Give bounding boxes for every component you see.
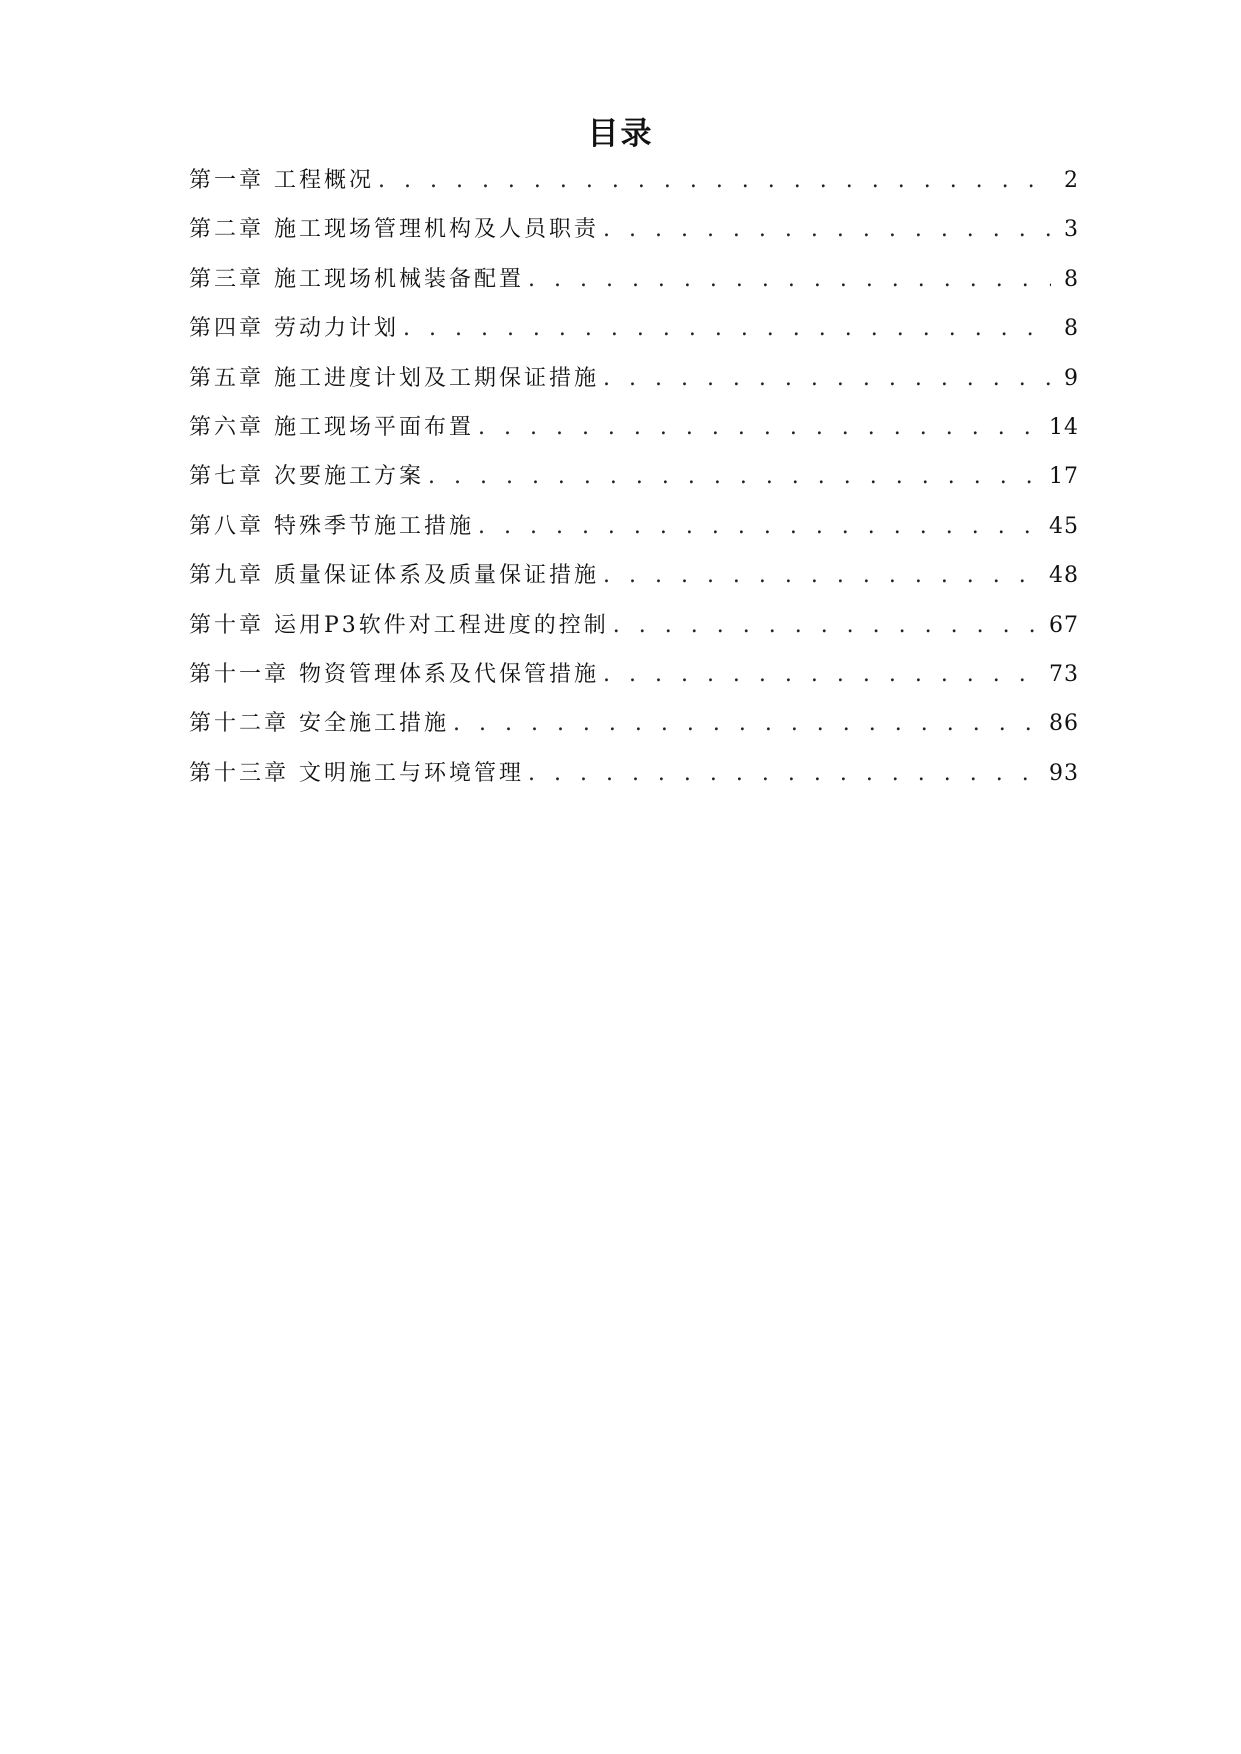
toc-entry-label: 第十一章 物资管理体系及代保管措施 xyxy=(189,661,599,687)
toc-entry[interactable] xyxy=(189,163,1079,212)
toc-entry-label: 第二章 施工现场管理机构及人员职责 xyxy=(189,217,599,243)
dot-leader xyxy=(603,662,1043,687)
toc-entry-label: 第九章 质量保证体系及质量保证措施 xyxy=(189,563,599,589)
dot-leader xyxy=(478,415,1043,440)
toc-entry[interactable] xyxy=(189,558,1079,607)
dot-leader xyxy=(453,711,1043,736)
toc-entry-label: 第五章 施工进度计划及工期保证措施 xyxy=(189,365,599,391)
toc-entry-page: 48 xyxy=(1049,563,1079,589)
dot-leader xyxy=(428,464,1043,489)
toc-entry-page: 17 xyxy=(1049,464,1079,490)
dot-leader xyxy=(478,514,1043,539)
toc-entry-label: 第十三章 文明施工与环境管理 xyxy=(189,760,524,786)
toc-entry-label: 第十章 运用P3软件对工程进度的控制 xyxy=(189,612,609,638)
toc-entry-page: 73 xyxy=(1049,661,1079,687)
dot-leader xyxy=(603,217,1051,242)
dot-leader xyxy=(378,168,1051,193)
dot-leader xyxy=(403,316,1051,341)
toc-entry-label: 第七章 次要施工方案 xyxy=(189,464,424,490)
toc-entry[interactable] xyxy=(189,459,1079,508)
toc-entry-page: 67 xyxy=(1049,612,1079,638)
dot-leader xyxy=(603,366,1051,391)
toc-entry-page: 2 xyxy=(1064,168,1079,193)
toc-entry-page: 8 xyxy=(1064,316,1079,342)
toc-entry[interactable] xyxy=(189,706,1079,755)
toc-entry[interactable] xyxy=(189,410,1079,459)
toc-entry-page: 45 xyxy=(1049,513,1079,539)
toc-entry-label: 第一章 工程概况 xyxy=(189,168,374,193)
toc-entry[interactable] xyxy=(189,262,1079,311)
dot-leader xyxy=(528,761,1043,786)
toc-entry-page: 86 xyxy=(1049,711,1079,737)
toc-title: 目录 xyxy=(587,116,654,152)
dot-leader xyxy=(603,563,1043,588)
dot-leader xyxy=(528,267,1051,292)
toc-entry-label: 第三章 施工现场机械装备配置 xyxy=(189,266,524,292)
toc-entry[interactable] xyxy=(189,756,1079,805)
toc-entry[interactable] xyxy=(189,509,1079,558)
toc-entry-page: 14 xyxy=(1049,414,1079,440)
toc-entry[interactable] xyxy=(189,608,1079,657)
dot-leader xyxy=(613,613,1043,638)
toc-entry[interactable] xyxy=(189,212,1079,261)
toc-entry[interactable] xyxy=(189,361,1079,410)
toc-entry-label: 第六章 施工现场平面布置 xyxy=(189,414,474,440)
toc-entry-page: 3 xyxy=(1064,217,1079,243)
toc-entry-page: 9 xyxy=(1064,365,1079,391)
toc-list xyxy=(189,163,1079,805)
toc-entry-label: 第十二章 安全施工措施 xyxy=(189,711,449,737)
toc-entry-page: 93 xyxy=(1049,760,1079,786)
toc-entry-label: 第四章 劳动力计划 xyxy=(189,316,399,342)
toc-entry[interactable] xyxy=(189,657,1079,706)
toc-entry[interactable] xyxy=(189,311,1079,360)
toc-entry-page: 8 xyxy=(1064,266,1079,292)
toc-entry-label: 第八章 特殊季节施工措施 xyxy=(189,513,474,539)
